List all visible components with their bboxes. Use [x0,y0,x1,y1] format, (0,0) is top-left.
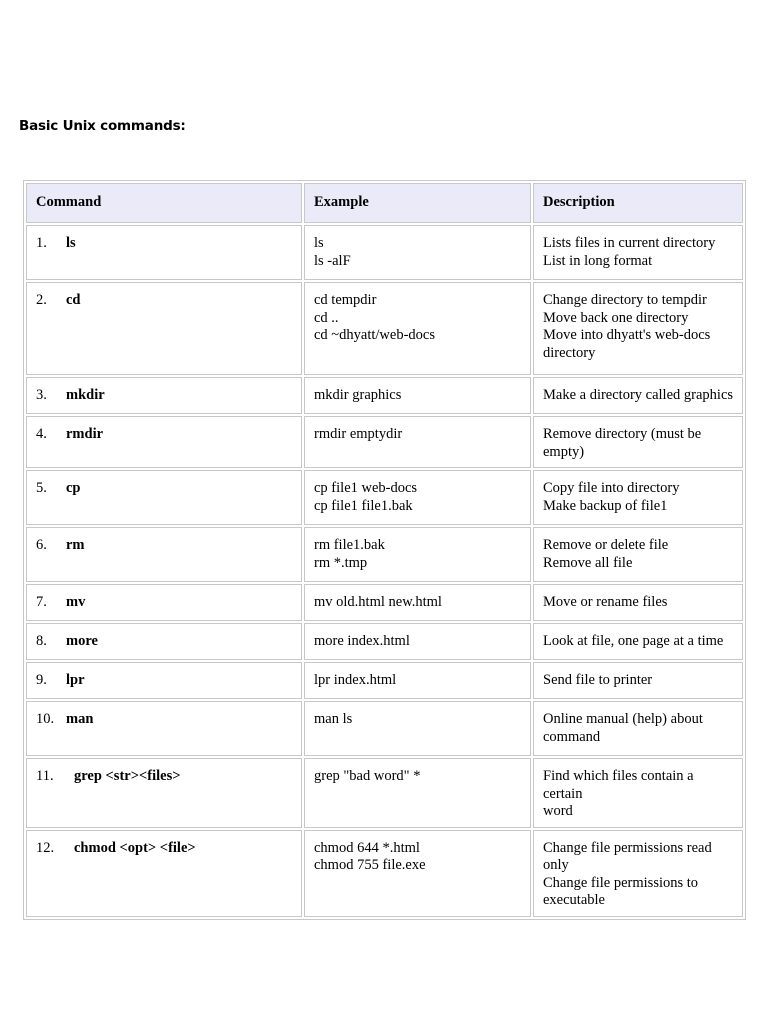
description-line: directory [543,344,596,361]
command-name: cd [66,292,81,308]
example-line: mkdir graphics [314,387,402,403]
description-line: Remove all file [543,554,633,571]
command-cell [26,623,302,660]
description-line: Move into dhyatt's web-docs [543,327,711,343]
description-cell [533,377,743,414]
description-line: Make backup of file1 [543,497,668,514]
description-cell [533,282,743,375]
example-cell [304,623,531,660]
description-cell [533,662,743,699]
commands-table-frame [23,180,746,920]
command-cell [26,470,302,525]
command-cell [26,830,302,917]
row-number: 6. [36,537,47,553]
command-name: mv [66,594,86,610]
table-row [26,758,743,828]
example-cell [304,527,531,582]
description-cell [533,416,743,468]
row-number: 10. [36,711,55,727]
command-cell [26,416,302,468]
table-row [26,470,743,525]
example-line: chmod 644 *.html [314,839,420,856]
description-line: Change file permissions to [543,874,699,891]
command-cell [26,701,302,756]
description-line: word [543,803,573,819]
command-cell [26,527,302,582]
example-line: ls [314,235,324,251]
command-name: ls [66,235,76,251]
description-line: Make a directory called graphics [543,387,734,403]
command-name: rm [66,537,85,553]
description-cell [533,623,743,660]
description-line: Find which files contain a certain [543,768,694,802]
command-cell [26,662,302,699]
description-cell [533,470,743,525]
command-name: chmod <opt> <file> [74,839,196,856]
row-number: 2. [36,292,47,308]
table-header-row [26,183,743,223]
example-line: lpr index.html [314,672,397,688]
example-cell [304,662,531,699]
example-cell [304,282,531,375]
description-line: Remove directory (must be empty) [543,426,702,460]
example-line: grep "bad word" * [314,768,421,784]
example-cell [304,470,531,525]
example-line: rm *.tmp [314,554,368,571]
description-line: Look at file, one page at a time [543,633,724,649]
description-cell [533,758,743,828]
description-cell [533,225,743,280]
example-line: rm file1.bak [314,537,385,553]
command-cell [26,282,302,375]
example-cell [304,758,531,828]
row-number: 4. [36,426,47,442]
command-name: rmdir [66,426,104,442]
row-number: 3. [36,387,47,403]
header-description: Description [533,183,743,223]
example-line: more index.html [314,633,410,649]
example-line: chmod 755 file.exe [314,857,426,873]
description-line: command [543,728,601,745]
command-name: lpr [66,672,85,688]
table-row [26,377,743,414]
table-row [26,584,743,621]
command-name: cp [66,480,81,496]
example-cell [304,225,531,280]
commands-table-body [26,225,743,917]
command-cell [26,225,302,280]
row-number: 5. [36,480,47,496]
example-cell [304,377,531,414]
description-line: Move or rename files [543,594,668,610]
example-cell [304,584,531,621]
table-row [26,662,743,699]
row-number: 11. [36,768,54,784]
page-title: Basic Unix commands: [19,118,186,134]
command-cell [26,377,302,414]
example-line: ls -alF [314,252,351,269]
description-line: List in long format [543,252,653,269]
description-cell [533,527,743,582]
description-line: Send file to printer [543,672,653,688]
command-name: grep <str><files> [74,768,181,784]
description-cell [533,830,743,917]
example-line: cd tempdir [314,292,377,308]
header-example: Example [304,183,531,223]
description-line: Lists files in current directory [543,235,716,251]
description-line: Move back one directory [543,309,689,326]
example-line: man ls [314,711,353,727]
row-number: 9. [36,672,47,688]
example-line: cp file1 file1.bak [314,497,413,514]
example-cell [304,830,531,917]
table-row [26,701,743,756]
description-cell [533,584,743,621]
description-line: Copy file into directory [543,480,680,496]
example-line: cd ~dhyatt/web-docs [314,327,435,343]
command-cell [26,758,302,828]
example-line: mv old.html new.html [314,594,442,610]
table-row [26,830,743,917]
row-number: 7. [36,594,47,610]
example-cell [304,701,531,756]
description-line: Remove or delete file [543,537,669,553]
command-name: more [66,633,98,649]
example-line: cd .. [314,309,339,326]
command-name: man [66,711,94,727]
header-command: Command [26,183,302,223]
description-line: executable [543,892,605,908]
commands-table [24,181,745,919]
description-line: Change file permissions read only [543,839,712,873]
command-name: mkdir [66,387,105,403]
description-line: Online manual (help) about [543,711,703,727]
description-line: Change directory to tempdir [543,292,707,308]
description-cell [533,701,743,756]
example-cell [304,416,531,468]
example-line: cp file1 web-docs [314,480,418,496]
row-number: 1. [36,235,47,251]
table-row [26,416,743,468]
example-line: rmdir emptydir [314,426,403,442]
command-cell [26,584,302,621]
table-row [26,225,743,280]
table-row [26,623,743,660]
row-number: 8. [36,633,47,649]
table-row [26,527,743,582]
row-number: 12. [36,839,55,856]
table-row [26,282,743,375]
